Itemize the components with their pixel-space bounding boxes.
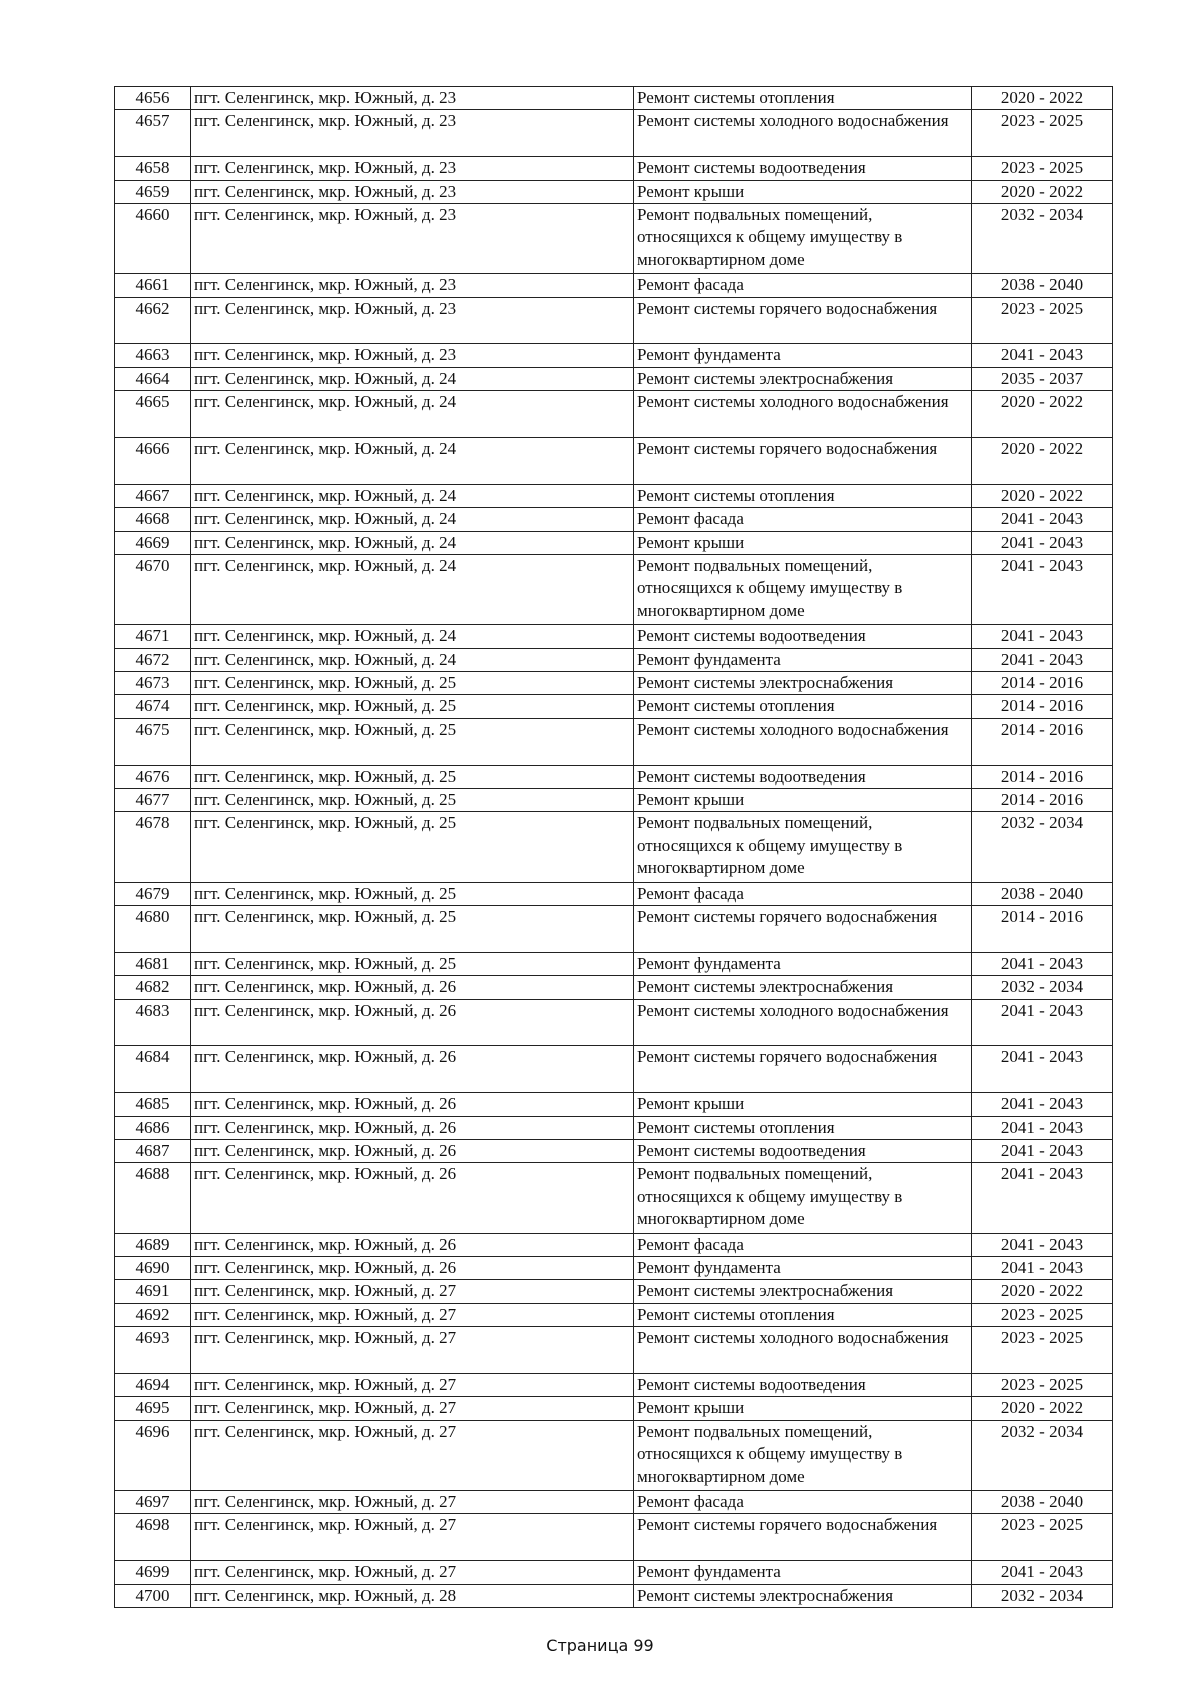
- work-type-line: Ремонт фундамента: [637, 1258, 781, 1278]
- work-type-cell: [634, 882, 972, 905]
- work-type-line: Ремонт системы холодного водоснабжения: [637, 392, 949, 412]
- work-type-line: относящихся к общему имуществу в: [637, 1186, 903, 1206]
- work-type-cell: [634, 1491, 972, 1514]
- period-cell: 2041 - 2043: [972, 1140, 1113, 1163]
- work-type-cell: [634, 367, 972, 390]
- period-cell: 2020 - 2022: [972, 87, 1113, 110]
- table-row: [115, 718, 1113, 765]
- work-type-line: Ремонт фасада: [637, 509, 744, 529]
- table-row: [115, 555, 1113, 625]
- row-number-cell: 4699: [115, 1561, 191, 1584]
- address-cell: пгт. Селенгинск, мкр. Южный, д. 24: [191, 555, 634, 625]
- address-cell: пгт. Селенгинск, мкр. Южный, д. 27: [191, 1374, 634, 1397]
- address-cell: пгт. Селенгинск, мкр. Южный, д. 27: [191, 1303, 634, 1326]
- page-footer: [0, 1636, 1200, 1655]
- work-type-line: Ремонт подвальных помещений,: [637, 1421, 873, 1441]
- row-number-cell: 4688: [115, 1163, 191, 1233]
- table-row: [115, 87, 1113, 110]
- address-cell: пгт. Селенгинск, мкр. Южный, д. 24: [191, 531, 634, 554]
- work-type-line: Ремонт системы водоотведения: [637, 626, 866, 646]
- row-number-cell: 4678: [115, 812, 191, 882]
- table-row: [115, 1280, 1113, 1303]
- work-type-cell: [634, 87, 972, 110]
- table-row: [115, 391, 1113, 438]
- period-cell: 2041 - 2043: [972, 531, 1113, 554]
- row-number-cell: 4674: [115, 695, 191, 718]
- row-number-cell: 4685: [115, 1093, 191, 1116]
- work-type-line: Ремонт системы электроснабжения: [637, 977, 894, 997]
- address-cell: пгт. Селенгинск, мкр. Южный, д. 25: [191, 882, 634, 905]
- work-type-cell: [634, 976, 972, 999]
- address-cell: пгт. Селенгинск, мкр. Южный, д. 26: [191, 1093, 634, 1116]
- address-cell: пгт. Селенгинск, мкр. Южный, д. 24: [191, 367, 634, 390]
- row-number-cell: 4691: [115, 1280, 191, 1303]
- row-number-cell: 4686: [115, 1116, 191, 1139]
- period-cell: 2023 - 2025: [972, 1374, 1113, 1397]
- period-cell: 2020 - 2022: [972, 180, 1113, 203]
- work-type-cell: [634, 1561, 972, 1584]
- row-number-cell: 4682: [115, 976, 191, 999]
- period-cell: 2020 - 2022: [972, 1280, 1113, 1303]
- work-type-line: Ремонт фасада: [637, 275, 744, 295]
- row-number-cell: 4668: [115, 508, 191, 531]
- address-cell: пгт. Селенгинск, мкр. Южный, д. 27: [191, 1514, 634, 1561]
- address-cell: пгт. Селенгинск, мкр. Южный, д. 25: [191, 765, 634, 788]
- row-number-cell: 4696: [115, 1420, 191, 1490]
- period-cell: 2023 - 2025: [972, 110, 1113, 157]
- work-type-cell: [634, 204, 972, 274]
- address-cell: пгт. Селенгинск, мкр. Южный, д. 27: [191, 1491, 634, 1514]
- period-cell: 2023 - 2025: [972, 157, 1113, 180]
- address-cell: пгт. Селенгинск, мкр. Южный, д. 25: [191, 695, 634, 718]
- period-cell: 2020 - 2022: [972, 391, 1113, 438]
- work-type-cell: [634, 1233, 972, 1256]
- work-type-line: Ремонт крыши: [637, 532, 745, 552]
- address-cell: пгт. Селенгинск, мкр. Южный, д. 24: [191, 648, 634, 671]
- table-row: [115, 1140, 1113, 1163]
- work-type-line: Ремонт системы отопления: [637, 1304, 835, 1324]
- address-cell: пгт. Селенгинск, мкр. Южный, д. 26: [191, 976, 634, 999]
- work-type-cell: [634, 1303, 972, 1326]
- address-cell: пгт. Селенгинск, мкр. Южный, д. 24: [191, 484, 634, 507]
- period-cell: 2041 - 2043: [972, 648, 1113, 671]
- row-number-cell: 4683: [115, 999, 191, 1046]
- table-row: [115, 180, 1113, 203]
- work-type-line: Ремонт системы горячего водоснабжения: [637, 439, 938, 459]
- work-type-cell: [634, 180, 972, 203]
- address-cell: пгт. Селенгинск, мкр. Южный, д. 26: [191, 1233, 634, 1256]
- table-row: [115, 274, 1113, 297]
- table-row: [115, 1374, 1113, 1397]
- period-cell: 2020 - 2022: [972, 1397, 1113, 1420]
- work-type-cell: [634, 952, 972, 975]
- row-number-cell: 4667: [115, 484, 191, 507]
- work-type-line: Ремонт системы электроснабжения: [637, 368, 894, 388]
- address-cell: пгт. Селенгинск, мкр. Южный, д. 24: [191, 391, 634, 438]
- row-number-cell: 4689: [115, 1233, 191, 1256]
- address-cell: пгт. Селенгинск, мкр. Южный, д. 26: [191, 1046, 634, 1093]
- address-cell: пгт. Селенгинск, мкр. Южный, д. 26: [191, 1163, 634, 1233]
- period-cell: 2032 - 2034: [972, 204, 1113, 274]
- row-number-cell: 4695: [115, 1397, 191, 1420]
- work-type-line: Ремонт фундамента: [637, 345, 781, 365]
- repair-schedule-table: [114, 86, 1113, 1608]
- work-type-cell: [634, 1140, 972, 1163]
- table-row: [115, 789, 1113, 812]
- work-type-line: относящихся к общему имуществу в: [637, 1444, 903, 1464]
- period-cell: 2020 - 2022: [972, 484, 1113, 507]
- work-type-line: Ремонт системы электроснабжения: [637, 1585, 894, 1605]
- table-row: [115, 952, 1113, 975]
- period-cell: 2023 - 2025: [972, 1327, 1113, 1374]
- work-type-line: Ремонт системы отопления: [637, 88, 835, 107]
- period-cell: 2032 - 2034: [972, 1584, 1113, 1607]
- row-number-cell: 4658: [115, 157, 191, 180]
- period-cell: 2041 - 2043: [972, 625, 1113, 648]
- period-cell: 2041 - 2043: [972, 344, 1113, 367]
- work-type-line: Ремонт системы водоотведения: [637, 1375, 866, 1395]
- row-number-cell: 4673: [115, 672, 191, 695]
- row-number-cell: 4694: [115, 1374, 191, 1397]
- period-cell: 2041 - 2043: [972, 1163, 1113, 1233]
- work-type-cell: [634, 1093, 972, 1116]
- address-cell: пгт. Селенгинск, мкр. Южный, д. 23: [191, 274, 634, 297]
- work-type-line: Ремонт системы электроснабжения: [637, 1281, 894, 1301]
- table-row: [115, 1093, 1113, 1116]
- address-cell: пгт. Селенгинск, мкр. Южный, д. 27: [191, 1280, 634, 1303]
- row-number-cell: 4666: [115, 438, 191, 485]
- page-number: Страница 99: [546, 1636, 654, 1655]
- row-number-cell: 4684: [115, 1046, 191, 1093]
- row-number-cell: 4675: [115, 718, 191, 765]
- row-number-cell: 4690: [115, 1257, 191, 1280]
- work-type-cell: [634, 344, 972, 367]
- period-cell: 2041 - 2043: [972, 1257, 1113, 1280]
- table-row: [115, 531, 1113, 554]
- work-type-cell: [634, 157, 972, 180]
- table-row: [115, 1163, 1113, 1233]
- table-row: [115, 1584, 1113, 1607]
- period-cell: 2032 - 2034: [972, 1420, 1113, 1490]
- table-row: [115, 297, 1113, 344]
- work-type-cell: [634, 110, 972, 157]
- address-cell: пгт. Селенгинск, мкр. Южный, д. 27: [191, 1327, 634, 1374]
- period-cell: 2014 - 2016: [972, 906, 1113, 953]
- table-row: [115, 765, 1113, 788]
- work-type-line: Ремонт подвальных помещений,: [637, 1164, 873, 1184]
- work-type-line: Ремонт системы холодного водоснабжения: [637, 719, 949, 739]
- period-cell: 2041 - 2043: [972, 508, 1113, 531]
- row-number-cell: 4687: [115, 1140, 191, 1163]
- work-type-line: Ремонт системы электроснабжения: [637, 673, 894, 693]
- address-cell: пгт. Селенгинск, мкр. Южный, д. 27: [191, 1420, 634, 1490]
- work-type-cell: [634, 1116, 972, 1139]
- row-number-cell: 4676: [115, 765, 191, 788]
- period-cell: 2041 - 2043: [972, 1093, 1113, 1116]
- work-type-line: Ремонт системы водоотведения: [637, 766, 866, 786]
- period-cell: 2041 - 2043: [972, 1046, 1113, 1093]
- work-type-cell: [634, 1374, 972, 1397]
- work-type-line: Ремонт крыши: [637, 1094, 745, 1114]
- work-type-line: Ремонт подвальных помещений,: [637, 205, 873, 225]
- table-row: [115, 1420, 1113, 1490]
- work-type-cell: [634, 999, 972, 1046]
- period-cell: 2038 - 2040: [972, 274, 1113, 297]
- period-cell: 2038 - 2040: [972, 1491, 1113, 1514]
- row-number-cell: 4693: [115, 1327, 191, 1374]
- row-number-cell: 4665: [115, 391, 191, 438]
- work-type-cell: [634, 484, 972, 507]
- work-type-line: Ремонт фасада: [637, 1492, 744, 1512]
- address-cell: пгт. Селенгинск, мкр. Южный, д. 23: [191, 87, 634, 110]
- period-cell: 2014 - 2016: [972, 695, 1113, 718]
- row-number-cell: 4677: [115, 789, 191, 812]
- work-type-cell: [634, 1327, 972, 1374]
- address-cell: пгт. Селенгинск, мкр. Южный, д. 23: [191, 204, 634, 274]
- table-row: [115, 695, 1113, 718]
- period-cell: 2041 - 2043: [972, 1561, 1113, 1584]
- work-type-line: многоквартирном доме: [637, 1466, 805, 1486]
- work-type-line: Ремонт системы водоотведения: [637, 158, 866, 178]
- work-type-line: Ремонт системы горячего водоснабжения: [637, 298, 938, 318]
- table-row: [115, 438, 1113, 485]
- table-row: [115, 1491, 1113, 1514]
- work-type-line: Ремонт крыши: [637, 1398, 745, 1418]
- work-type-line: Ремонт подвальных помещений,: [637, 556, 873, 576]
- work-type-cell: [634, 1046, 972, 1093]
- address-cell: пгт. Селенгинск, мкр. Южный, д. 25: [191, 952, 634, 975]
- table-row: [115, 1303, 1113, 1326]
- address-cell: пгт. Селенгинск, мкр. Южный, д. 27: [191, 1561, 634, 1584]
- work-type-line: Ремонт системы водоотведения: [637, 1141, 866, 1161]
- table-row: [115, 1514, 1113, 1561]
- work-type-line: многоквартирном доме: [637, 1209, 805, 1229]
- table-body: [115, 87, 1113, 1608]
- address-cell: пгт. Селенгинск, мкр. Южный, д. 23: [191, 110, 634, 157]
- address-cell: пгт. Селенгинск, мкр. Южный, д. 24: [191, 625, 634, 648]
- period-cell: 2041 - 2043: [972, 999, 1113, 1046]
- work-type-line: Ремонт системы горячего водоснабжения: [637, 907, 938, 927]
- table-row: [115, 1116, 1113, 1139]
- period-cell: 2023 - 2025: [972, 297, 1113, 344]
- address-cell: пгт. Селенгинск, мкр. Южный, д. 27: [191, 1397, 634, 1420]
- work-type-cell: [634, 1280, 972, 1303]
- work-type-cell: [634, 812, 972, 882]
- row-number-cell: 4700: [115, 1584, 191, 1607]
- work-type-cell: [634, 1584, 972, 1607]
- work-type-cell: [634, 672, 972, 695]
- period-cell: 2020 - 2022: [972, 438, 1113, 485]
- row-number-cell: 4680: [115, 906, 191, 953]
- row-number-cell: 4698: [115, 1514, 191, 1561]
- work-type-line: Ремонт подвальных помещений,: [637, 813, 873, 833]
- row-number-cell: 4672: [115, 648, 191, 671]
- work-type-cell: [634, 1514, 972, 1561]
- work-type-line: многоквартирном доме: [637, 600, 805, 620]
- work-type-line: Ремонт системы холодного водоснабжения: [637, 1000, 949, 1020]
- work-type-line: Ремонт системы отопления: [637, 696, 835, 716]
- period-cell: 2032 - 2034: [972, 812, 1113, 882]
- address-cell: пгт. Селенгинск, мкр. Южный, д. 25: [191, 812, 634, 882]
- table-row: [115, 625, 1113, 648]
- table-row: [115, 976, 1113, 999]
- address-cell: пгт. Селенгинск, мкр. Южный, д. 23: [191, 180, 634, 203]
- row-number-cell: 4679: [115, 882, 191, 905]
- work-type-line: относящихся к общему имуществу в: [637, 835, 903, 855]
- work-type-line: многоквартирном доме: [637, 858, 805, 878]
- work-type-line: относящихся к общему имуществу в: [637, 227, 903, 247]
- period-cell: 2041 - 2043: [972, 555, 1113, 625]
- period-cell: 2023 - 2025: [972, 1303, 1113, 1326]
- work-type-line: Ремонт системы холодного водоснабжения: [637, 1328, 949, 1348]
- work-type-line: Ремонт системы горячего водоснабжения: [637, 1515, 938, 1535]
- address-cell: пгт. Селенгинск, мкр. Южный, д. 26: [191, 999, 634, 1046]
- work-type-cell: [634, 1163, 972, 1233]
- address-cell: пгт. Селенгинск, мкр. Южный, д. 28: [191, 1584, 634, 1607]
- work-type-cell: [634, 508, 972, 531]
- period-cell: 2014 - 2016: [972, 789, 1113, 812]
- table-row: [115, 999, 1113, 1046]
- period-cell: 2041 - 2043: [972, 1116, 1113, 1139]
- work-type-cell: [634, 625, 972, 648]
- work-type-line: Ремонт системы горячего водоснабжения: [637, 1047, 938, 1067]
- address-cell: пгт. Селенгинск, мкр. Южный, д. 24: [191, 508, 634, 531]
- table-row: [115, 484, 1113, 507]
- work-type-cell: [634, 648, 972, 671]
- row-number-cell: 4662: [115, 297, 191, 344]
- table-row: [115, 672, 1113, 695]
- work-type-cell: [634, 1397, 972, 1420]
- work-type-line: Ремонт системы отопления: [637, 485, 835, 505]
- table-row: [115, 1233, 1113, 1256]
- period-cell: 2032 - 2034: [972, 976, 1113, 999]
- address-cell: пгт. Селенгинск, мкр. Южный, д. 24: [191, 438, 634, 485]
- period-cell: 2014 - 2016: [972, 765, 1113, 788]
- row-number-cell: 4664: [115, 367, 191, 390]
- work-type-line: Ремонт фасада: [637, 883, 744, 903]
- address-cell: пгт. Селенгинск, мкр. Южный, д. 26: [191, 1116, 634, 1139]
- row-number-cell: 4670: [115, 555, 191, 625]
- work-type-line: Ремонт системы отопления: [637, 1117, 835, 1137]
- work-type-line: Ремонт фундамента: [637, 649, 781, 669]
- period-cell: 2041 - 2043: [972, 952, 1113, 975]
- work-type-line: Ремонт системы холодного водоснабжения: [637, 111, 949, 131]
- work-type-line: Ремонт фундамента: [637, 1562, 781, 1582]
- table-row: [115, 1561, 1113, 1584]
- work-type-cell: [634, 765, 972, 788]
- table-row: [115, 1046, 1113, 1093]
- work-type-line: Ремонт фасада: [637, 1234, 744, 1254]
- work-type-cell: [634, 531, 972, 554]
- period-cell: 2014 - 2016: [972, 718, 1113, 765]
- row-number-cell: 4661: [115, 274, 191, 297]
- table-row: [115, 367, 1113, 390]
- table-row: [115, 812, 1113, 882]
- period-cell: 2041 - 2043: [972, 1233, 1113, 1256]
- work-type-line: Ремонт крыши: [637, 181, 745, 201]
- row-number-cell: 4657: [115, 110, 191, 157]
- table-row: [115, 1327, 1113, 1374]
- row-number-cell: 4692: [115, 1303, 191, 1326]
- work-type-cell: [634, 297, 972, 344]
- table-row: [115, 1257, 1113, 1280]
- address-cell: пгт. Селенгинск, мкр. Южный, д. 23: [191, 297, 634, 344]
- row-number-cell: 4671: [115, 625, 191, 648]
- address-cell: пгт. Селенгинск, мкр. Южный, д. 25: [191, 906, 634, 953]
- work-type-cell: [634, 391, 972, 438]
- table-row: [115, 344, 1113, 367]
- work-type-cell: [634, 695, 972, 718]
- row-number-cell: 4697: [115, 1491, 191, 1514]
- row-number-cell: 4663: [115, 344, 191, 367]
- address-cell: пгт. Селенгинск, мкр. Южный, д. 26: [191, 1140, 634, 1163]
- address-cell: пгт. Селенгинск, мкр. Южный, д. 26: [191, 1257, 634, 1280]
- row-number-cell: 4669: [115, 531, 191, 554]
- table-row: [115, 648, 1113, 671]
- row-number-cell: 4681: [115, 952, 191, 975]
- address-cell: пгт. Селенгинск, мкр. Южный, д. 23: [191, 157, 634, 180]
- table-row: [115, 110, 1113, 157]
- work-type-line: многоквартирном доме: [637, 249, 805, 269]
- table-row: [115, 882, 1113, 905]
- table-row: [115, 157, 1113, 180]
- address-cell: пгт. Селенгинск, мкр. Южный, д. 23: [191, 344, 634, 367]
- work-type-cell: [634, 718, 972, 765]
- row-number-cell: 4660: [115, 204, 191, 274]
- period-cell: 2014 - 2016: [972, 672, 1113, 695]
- work-type-cell: [634, 438, 972, 485]
- work-type-cell: [634, 274, 972, 297]
- address-cell: пгт. Селенгинск, мкр. Южный, д. 25: [191, 672, 634, 695]
- period-cell: 2023 - 2025: [972, 1514, 1113, 1561]
- table-row: [115, 906, 1113, 953]
- table-row: [115, 204, 1113, 274]
- work-type-cell: [634, 555, 972, 625]
- work-type-line: относящихся к общему имуществу в: [637, 578, 903, 598]
- row-number-cell: 4656: [115, 87, 191, 110]
- work-type-line: Ремонт фундамента: [637, 953, 781, 973]
- work-type-cell: [634, 1420, 972, 1490]
- period-cell: 2038 - 2040: [972, 882, 1113, 905]
- period-cell: 2035 - 2037: [972, 367, 1113, 390]
- work-type-cell: [634, 1257, 972, 1280]
- address-cell: пгт. Селенгинск, мкр. Южный, д. 25: [191, 718, 634, 765]
- work-type-cell: [634, 906, 972, 953]
- address-cell: пгт. Селенгинск, мкр. Южный, д. 25: [191, 789, 634, 812]
- table-row: [115, 1397, 1113, 1420]
- table-row: [115, 508, 1113, 531]
- work-type-line: Ремонт крыши: [637, 790, 745, 810]
- row-number-cell: 4659: [115, 180, 191, 203]
- work-type-cell: [634, 789, 972, 812]
